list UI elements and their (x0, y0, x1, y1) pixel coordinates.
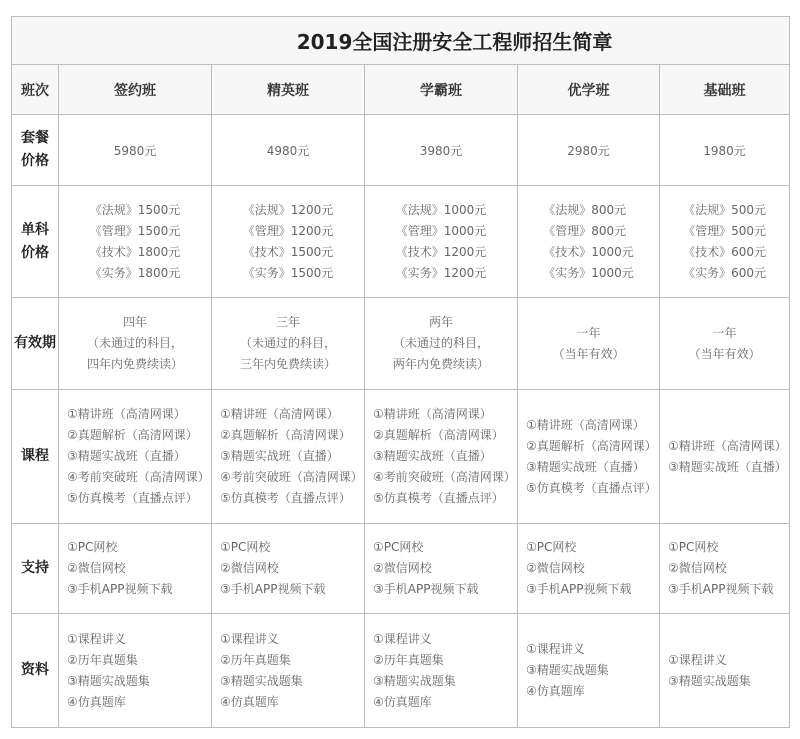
courses-cell (59, 390, 212, 524)
price-line: 《技术》1800元 (89, 244, 181, 259)
support-cell (365, 524, 518, 614)
single-price-cell (59, 186, 212, 298)
price-line: 《管理》1200元 (242, 223, 334, 238)
material-item: ③精题实战题集 (526, 663, 609, 677)
material-item: ②历年真题集 (220, 652, 291, 667)
price-line: 《管理》1500元 (89, 223, 181, 238)
courses-cell (518, 390, 660, 524)
page-title: 2019全国注册安全工程师招生简章 (12, 17, 790, 65)
course-item: ⑤仿真模考（直播点评） (526, 480, 657, 495)
material-item: ①课程讲义 (67, 631, 126, 646)
material-item: ③精题实战题集 (668, 673, 751, 688)
row-label-single-price: 单科价格 (12, 186, 59, 298)
validity-line: 四年内免费续读） (86, 357, 183, 371)
price-line: 《法规》1000元 (395, 202, 487, 217)
validity-cell (365, 298, 518, 390)
validity-cell (660, 298, 790, 390)
support-item: ③手机APP视频下载 (220, 582, 326, 596)
material-item: ①课程讲义 (526, 642, 585, 656)
validity-cell (59, 298, 212, 390)
package-price-cell: 5980元 (59, 115, 212, 186)
material-item: ③精题实战题集 (373, 673, 456, 688)
price-line: 《实务》1800元 (89, 265, 181, 280)
materials-row (12, 614, 790, 728)
material-item: ①课程讲义 (220, 631, 279, 646)
support-item: ③手机APP视频下载 (668, 582, 774, 596)
courses-row (12, 390, 790, 524)
course-item: ②真题解析（高清网课） (373, 428, 504, 442)
materials-cell (212, 614, 365, 728)
support-cell (212, 524, 365, 614)
price-line: 《管理》1000元 (395, 223, 487, 238)
price-line: 《实务》1500元 (242, 265, 334, 280)
courses-cell (212, 390, 365, 524)
support-cell (59, 524, 212, 614)
row-label-validity: 有效期 (12, 298, 59, 390)
package-price-cell: 3980元 (365, 115, 518, 186)
class-header-top: 学霸班 (365, 65, 518, 115)
validity-line: 三年内免费续读） (239, 357, 336, 371)
single-price-row (12, 186, 790, 298)
price-line: 《实务》600元 (683, 265, 766, 280)
validity-line: 四年 (122, 315, 147, 329)
title-row (12, 17, 790, 65)
support-item: ①PC网校 (67, 540, 118, 554)
package-price-cell: 1980元 (660, 115, 790, 186)
enrollment-table (11, 16, 790, 728)
price-line: 《技术》1200元 (395, 244, 487, 259)
materials-cell (518, 614, 660, 728)
validity-line: （当年有效） (552, 346, 625, 361)
row-label-courses: 课程 (12, 390, 59, 524)
course-item: ①精讲班（高清网课） (67, 407, 186, 421)
price-line: 《实务》1200元 (395, 265, 487, 280)
support-item: ②微信网校 (373, 561, 432, 575)
row-label-support: 支持 (12, 524, 59, 614)
class-header-basic: 基础班 (660, 65, 790, 115)
course-item: ③精题实战班（直播） (220, 449, 339, 463)
price-line: 《实务》1000元 (543, 265, 634, 280)
support-item: ③手机APP视频下载 (67, 582, 173, 596)
validity-line: （未通过的科目， (239, 336, 336, 350)
courses-cell (660, 390, 790, 524)
materials-cell (660, 614, 790, 728)
support-cell (518, 524, 660, 614)
row-label-class: 班次 (12, 65, 59, 115)
materials-cell (59, 614, 212, 728)
single-price-cell (365, 186, 518, 298)
course-item: ①精讲班（高清网课） (668, 438, 787, 453)
material-item: ①课程讲义 (668, 652, 727, 667)
course-item: ③精题实战班（直播） (373, 449, 492, 463)
class-header-excellent: 优学班 (518, 65, 660, 115)
course-item: ⑤仿真模考（直播点评） (67, 491, 198, 505)
row-label-materials: 资料 (12, 614, 59, 728)
support-item: ①PC网校 (668, 540, 719, 554)
validity-cell (212, 298, 365, 390)
material-item: ④仿真题库 (220, 694, 279, 709)
courses-cell (365, 390, 518, 524)
price-line: 《法规》1200元 (242, 202, 334, 217)
material-item: ②历年真题集 (373, 652, 444, 667)
course-item: ④考前突破班（高清网课） (67, 470, 210, 484)
header-row (12, 65, 790, 115)
course-item: ①精讲班（高清网课） (373, 407, 492, 421)
validity-line: （当年有效） (688, 346, 761, 361)
course-item: ②真题解析（高清网课） (220, 428, 351, 442)
price-line: 《技术》1000元 (543, 244, 634, 259)
class-header-signed: 签约班 (59, 65, 212, 115)
price-line: 《法规》500元 (683, 202, 766, 217)
course-item: ③精题实战班（直播） (67, 449, 186, 463)
material-item: ④仿真题库 (67, 694, 126, 709)
package-price-cell: 4980元 (212, 115, 365, 186)
validity-line: （未通过的科目， (86, 336, 183, 350)
material-item: ④仿真题库 (373, 694, 432, 709)
support-item: ①PC网校 (526, 540, 577, 554)
material-item: ②历年真题集 (67, 652, 138, 667)
price-line: 《技术》1500元 (242, 244, 334, 259)
validity-line: 两年内免费续读） (392, 357, 489, 371)
class-header-elite: 精英班 (212, 65, 365, 115)
package-price-row (12, 115, 790, 186)
price-line: 《管理》500元 (683, 223, 766, 238)
course-item: ②真题解析（高清网课） (67, 428, 198, 442)
single-price-cell (518, 186, 660, 298)
course-item: ⑤仿真模考（直播点评） (220, 491, 351, 505)
support-item: ③手机APP视频下载 (526, 582, 632, 596)
course-item: ④考前突破班（高清网课） (373, 470, 516, 484)
support-row (12, 524, 790, 614)
course-item: ⑤仿真模考（直播点评） (373, 491, 504, 505)
support-item: ③手机APP视频下载 (373, 582, 479, 596)
material-item: ①课程讲义 (373, 631, 432, 646)
validity-line: 两年 (428, 315, 453, 329)
row-label-package-price: 套餐价格 (12, 115, 59, 186)
support-item: ①PC网校 (220, 540, 271, 554)
support-item: ②微信网校 (668, 561, 727, 575)
course-item: ④考前突破班（高清网课） (220, 470, 363, 484)
price-line: 《法规》1500元 (89, 202, 181, 217)
validity-line: （未通过的科目， (392, 336, 489, 350)
validity-line: 三年 (275, 315, 300, 329)
validity-line: 一年 (712, 325, 737, 340)
support-item: ②微信网校 (220, 561, 279, 575)
validity-line: 一年 (576, 325, 601, 340)
support-item: ②微信网校 (67, 561, 126, 575)
single-price-cell (660, 186, 790, 298)
price-line: 《法规》800元 (543, 202, 627, 217)
material-item: ③精题实战题集 (220, 673, 303, 688)
price-line: 《技术》600元 (683, 244, 766, 259)
material-item: ③精题实战题集 (67, 673, 150, 688)
validity-cell (518, 298, 660, 390)
course-item: ③精题实战班（直播） (526, 459, 645, 474)
support-cell (660, 524, 790, 614)
materials-cell (365, 614, 518, 728)
course-item: ③精题实战班（直播） (668, 459, 787, 474)
material-item: ④仿真题库 (526, 684, 585, 698)
support-item: ②微信网校 (526, 561, 585, 575)
support-item: ①PC网校 (373, 540, 424, 554)
validity-row (12, 298, 790, 390)
course-item: ①精讲班（高清网课） (526, 417, 645, 432)
single-price-cell (212, 186, 365, 298)
price-line: 《管理》800元 (543, 223, 627, 238)
course-item: ①精讲班（高清网课） (220, 407, 339, 421)
package-price-cell: 2980元 (518, 115, 660, 186)
course-item: ②真题解析（高清网课） (526, 438, 657, 453)
